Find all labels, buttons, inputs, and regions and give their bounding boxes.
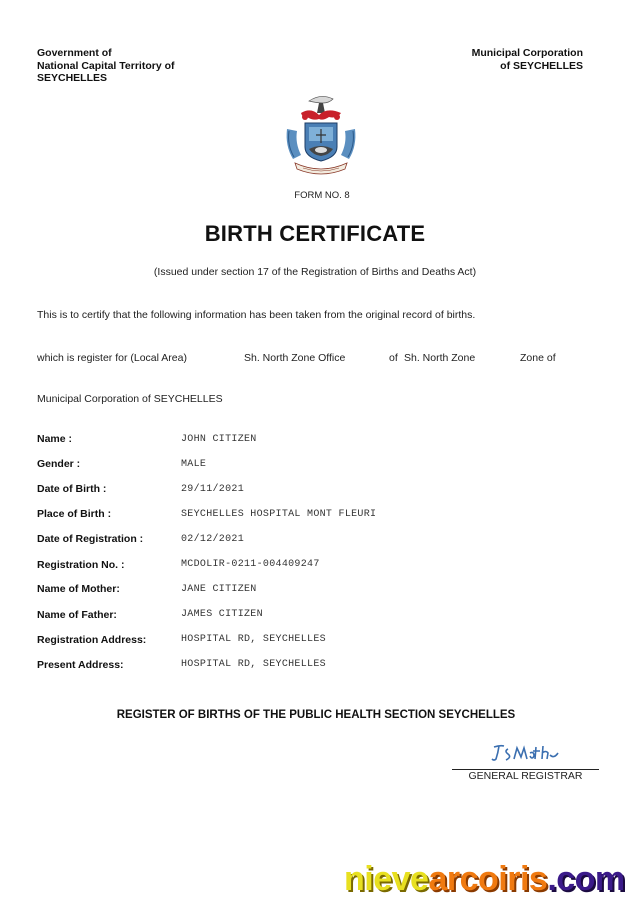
field-value-name: JOHN CITIZEN bbox=[181, 434, 257, 445]
signatory-title: GENERAL REGISTRAR bbox=[468, 770, 583, 782]
government-line-1: Government of bbox=[37, 47, 112, 59]
zone-prefix: of bbox=[389, 352, 398, 364]
field-value-registration-no: MCDOLIR-0211-004409247 bbox=[181, 559, 320, 570]
field-value-gender: MALE bbox=[181, 459, 207, 470]
field-value-present-address: HOSPITAL RD, SEYCHELLES bbox=[181, 659, 326, 670]
form-number: FORM NO. 8 bbox=[294, 190, 350, 201]
corporation-line-1: Municipal Corporation bbox=[471, 47, 583, 59]
corporation-line-2: of SEYCHELLES bbox=[500, 59, 583, 72]
field-label-date-of-registration: Date of Registration : bbox=[37, 533, 144, 545]
certify-statement: This is to certify that the following information has been taken from the original record of births. bbox=[37, 309, 476, 321]
issuing-government bbox=[37, 47, 175, 85]
municipal-corporation: Municipal Corporation of SEYCHELLES bbox=[37, 393, 223, 405]
zone-suffix: Zone of bbox=[520, 352, 556, 364]
field-value-place-of-birth: SEYCHELLES HOSPITAL MONT FLEURI bbox=[181, 509, 377, 520]
field-label-date-of-birth: Date of Birth : bbox=[37, 483, 107, 495]
coat-of-arms-icon bbox=[283, 91, 359, 177]
local-area-value: Sh. North Zone Office bbox=[244, 352, 346, 364]
watermark-text bbox=[344, 860, 625, 899]
government-line-2: National Capital Territory of bbox=[37, 59, 175, 72]
field-value-date-of-birth: 29/11/2021 bbox=[181, 484, 245, 495]
field-label-name: Name : bbox=[37, 433, 73, 445]
zone-value: Sh. North Zone bbox=[404, 352, 476, 364]
field-label-present-address: Present Address: bbox=[37, 659, 124, 671]
field-value-father: JAMES CITIZEN bbox=[181, 609, 263, 620]
watermark-part-2: arcoiris bbox=[428, 860, 548, 898]
field-value-registration-address: HOSPITAL RD, SEYCHELLES bbox=[181, 634, 326, 645]
issuing-corporation bbox=[472, 47, 583, 72]
field-label-father: Name of Father: bbox=[37, 609, 117, 621]
field-label-gender: Gender : bbox=[37, 458, 81, 470]
register-section-title: REGISTER OF BIRTHS OF THE PUBLIC HEALTH SECTION SEYCHELLES bbox=[116, 709, 516, 721]
field-label-registration-no: Registration No. : bbox=[37, 559, 125, 571]
local-area-prefix: which is register for (Local Area) bbox=[37, 352, 187, 364]
watermark-part-1: nieve bbox=[344, 860, 429, 898]
signature-icon bbox=[490, 741, 560, 765]
document-title: BIRTH CERTIFICATE bbox=[204, 221, 426, 246]
field-label-mother: Name of Mother: bbox=[37, 583, 120, 595]
watermark-part-3: .com bbox=[547, 860, 625, 898]
field-value-date-of-registration: 02/12/2021 bbox=[181, 534, 245, 545]
field-value-mother: JANE CITIZEN bbox=[181, 584, 257, 595]
field-label-registration-address: Registration Address: bbox=[37, 634, 147, 646]
field-label-place-of-birth: Place of Birth : bbox=[37, 508, 112, 520]
document-subtitle: (Issued under section 17 of the Registration of Births and Deaths Act) bbox=[153, 266, 477, 278]
government-line-3: SEYCHELLES bbox=[37, 72, 108, 84]
